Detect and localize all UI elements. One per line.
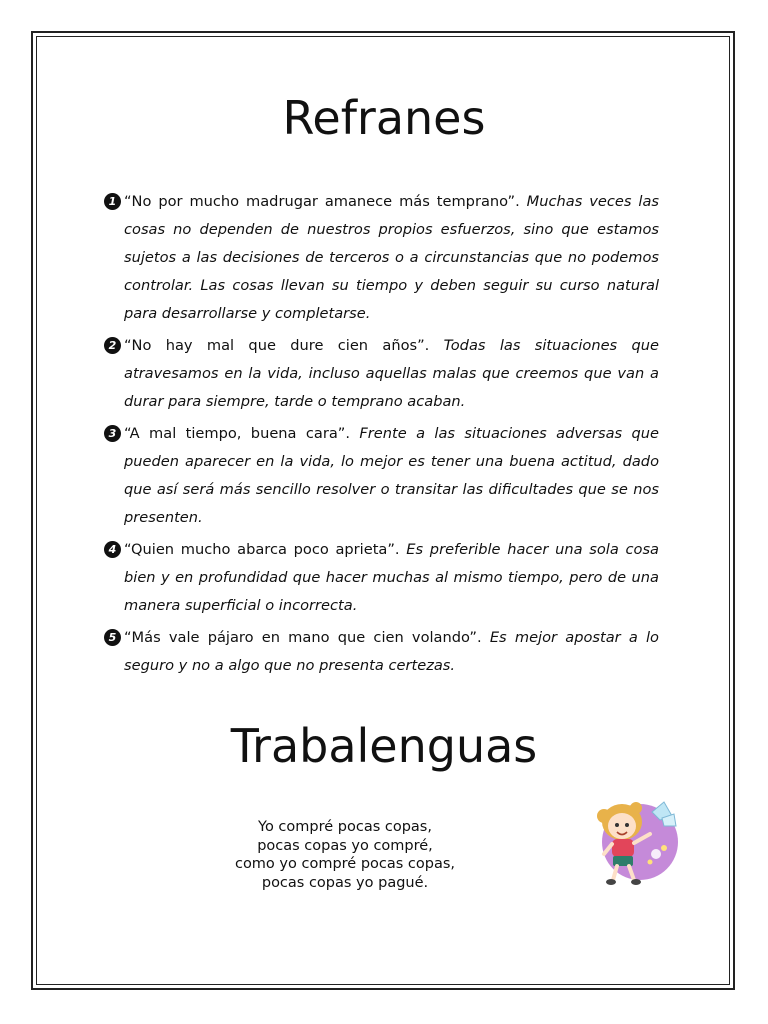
refran-item-1 [104,188,659,328]
number-3-icon: 3 [104,425,121,442]
refran-item-3 [104,420,659,532]
refran-item-5 [104,624,659,680]
poem-line: pocas copas yo pagué. [261,874,429,891]
number-1-icon: 1 [104,193,121,210]
trabalenguas-title: Trabalenguas [230,719,538,773]
refran-saying: “No hay mal que dure cien años”. [124,337,430,354]
refran-explanation: Es mejor apostar a lo seguro y no a algo que no presenta certezas. [124,629,659,674]
refran-saying: “Más vale pájaro en mano que cien volando”. [124,629,482,646]
refran-saying: “No por mucho madrugar amanece más temprano”. [124,193,520,210]
refran-explanation: Frente a las situaciones adversas que pueden aparecer en la vida, lo mejor es tener una buena actitud, dado que así será más sencillo resolver o transitar las dificultades que se nos presenten. [124,425,659,526]
number-2-icon: 2 [104,337,121,354]
refranes-list [104,188,659,684]
refran-explanation: Es preferible hacer una sola cosa bien y en profundidad que hacer muchas al mismo tiempo, pero de una manera superficial o incorrecta. [124,541,659,614]
girl-with-butterfly-icon [592,796,684,888]
trabalenguas-poem [215,818,475,892]
poem-line: Yo compré pocas copas, [258,819,432,835]
refranes-title: Refranes [282,91,486,145]
refran-item-2 [104,332,659,416]
refran-explanation: Todas las situaciones que atravesamos en la vida, incluso aquellas malas que creemos que van a durar para siempre, tarde o temprano acaban. [124,337,659,410]
refran-explanation: Muchas veces las cosas no dependen de nuestros propios esfuerzos, sino que estamos sujetos a las decisiones de terceros o a circunstancias que no podemos controlar. Las cosas llevan su tiempo y deben seguir su curso natural para desarrollarse y completarse. [124,193,659,322]
poem-line: como yo compré pocas copas, [234,856,456,872]
refran-saying: “A mal tiempo, buena cara”. [124,425,350,442]
poem-line: pocas copas yo compré, [257,837,433,854]
number-4-icon: 4 [104,541,121,558]
refran-item-4 [104,536,659,620]
refran-saying: “Quien mucho abarca poco aprieta”. [124,541,400,558]
number-5-icon: 5 [104,629,121,646]
